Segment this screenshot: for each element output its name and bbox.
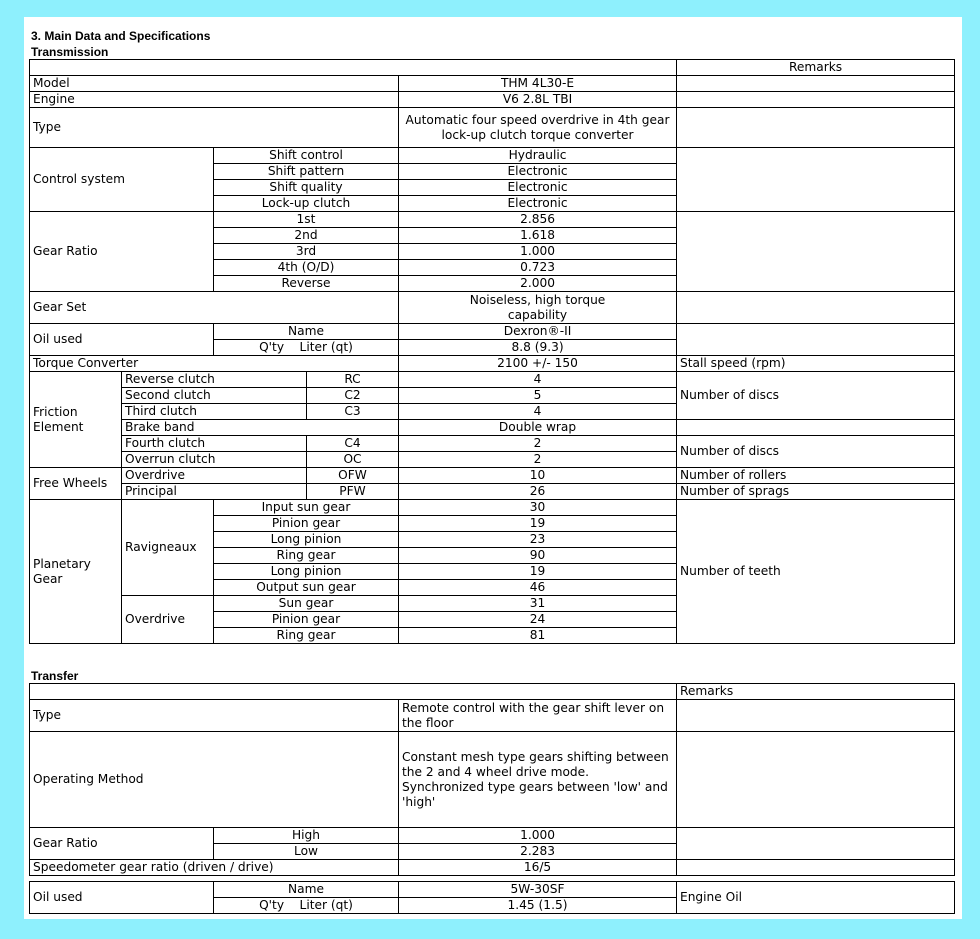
gear-set-label: Gear Set <box>30 292 399 324</box>
engine-value: V6 2.8L TBI <box>399 92 677 108</box>
model-value: THM 4L30-E <box>399 76 677 92</box>
friction-value: 2 <box>399 436 677 452</box>
remark-cell <box>677 828 955 860</box>
transmission-title: Transmission <box>31 45 109 59</box>
speedometer-value: 16/5 <box>399 860 677 876</box>
planetary-gear-label: Planetary Gear <box>30 500 122 644</box>
overdrive-label: Overdrive <box>122 596 214 644</box>
transfer-oil-remark: Engine Oil <box>677 882 955 914</box>
planetary-item: Ring gear <box>214 628 399 644</box>
planetary-item: Pinion gear <box>214 612 399 628</box>
remark-cell <box>677 420 955 436</box>
friction-item: Fourth clutch <box>122 436 307 452</box>
transfer-oil-name-value: 5W-30SF <box>399 882 677 898</box>
control-system-value: Electronic <box>399 180 677 196</box>
gear-ratio-value: 1.618 <box>399 228 677 244</box>
remarks-header: Remarks <box>677 60 955 76</box>
header-blank <box>30 684 677 700</box>
planetary-value: 31 <box>399 596 677 612</box>
planetary-item: Ring gear <box>214 548 399 564</box>
transfer-type-value: Remote control with the gear shift lever on the floor <box>399 700 677 732</box>
transfer-oil-qty-label: Q'ty Liter (qt) <box>214 898 399 914</box>
friction-code: C4 <box>307 436 399 452</box>
friction-code: OC <box>307 452 399 468</box>
remark-cell <box>677 108 955 148</box>
transfer-oil-label: Oil used <box>30 882 214 914</box>
friction-item: Overrun clutch <box>122 452 307 468</box>
planetary-item: Input sun gear <box>214 500 399 516</box>
control-system-value: Electronic <box>399 164 677 180</box>
type-value: Automatic four speed overdrive in 4th gear lock-up clutch torque converter <box>399 108 677 148</box>
control-system-item: Lock-up clutch <box>214 196 399 212</box>
remark-cell <box>677 76 955 92</box>
operating-method-label: Operating Method <box>30 732 399 828</box>
control-system-value: Hydraulic <box>399 148 677 164</box>
planetary-remark: Number of teeth <box>677 500 955 644</box>
free-wheel-remark: Number of rollers <box>677 468 955 484</box>
free-wheel-value: 10 <box>399 468 677 484</box>
friction-item: Reverse clutch <box>122 372 307 388</box>
transfer-title: Transfer <box>31 669 79 683</box>
planetary-value: 90 <box>399 548 677 564</box>
planetary-item: Long pinion <box>214 564 399 580</box>
control-system-item: Shift pattern <box>214 164 399 180</box>
free-wheel-item: Overdrive <box>122 468 307 484</box>
type-label: Type <box>30 108 399 148</box>
oil-qty-value: 8.8 (9.3) <box>399 340 677 356</box>
oil-qty-label: Q'ty Liter (qt) <box>214 340 399 356</box>
transfer-gear-item: High <box>214 828 399 844</box>
planetary-item: Output sun gear <box>214 580 399 596</box>
torque-converter-label: Torque Converter <box>30 356 399 372</box>
friction-value: 4 <box>399 372 677 388</box>
transfer-table <box>29 683 955 876</box>
friction-item: Brake band <box>122 420 399 436</box>
planetary-value: 23 <box>399 532 677 548</box>
remark-cell <box>677 324 955 356</box>
free-wheels-label: Free Wheels <box>30 468 122 500</box>
free-wheel-remark: Number of sprags <box>677 484 955 500</box>
free-wheel-code: PFW <box>307 484 399 500</box>
control-system-item: Shift control <box>214 148 399 164</box>
friction-remark: Number of discs <box>677 436 955 468</box>
transfer-gear-ratio-label: Gear Ratio <box>30 828 214 860</box>
remarks-header: Remarks <box>677 684 955 700</box>
transfer-oil-table <box>29 881 955 914</box>
model-label: Model <box>30 76 399 92</box>
control-system-item: Shift quality <box>214 180 399 196</box>
gear-ratio-item: 3rd <box>214 244 399 260</box>
oil-used-label: Oil used <box>30 324 214 356</box>
friction-code: RC <box>307 372 399 388</box>
remark-cell <box>677 732 955 828</box>
header-blank <box>30 60 677 76</box>
speedometer-label: Speedometer gear ratio (driven / drive) <box>30 860 399 876</box>
friction-code: C2 <box>307 388 399 404</box>
planetary-value: 46 <box>399 580 677 596</box>
transfer-type-label: Type <box>30 700 399 732</box>
torque-converter-value: 2100 +/- 150 <box>399 356 677 372</box>
friction-code: C3 <box>307 404 399 420</box>
remark-cell <box>677 212 955 292</box>
remark-cell <box>677 292 955 324</box>
transfer-oil-qty-value: 1.45 (1.5) <box>399 898 677 914</box>
transfer-gear-value: 2.283 <box>399 844 677 860</box>
operating-method-value: Constant mesh type gears shifting between the 2 and 4 wheel drive mode. Synchronized type gears between 'low' and 'high' <box>399 732 677 828</box>
gear-ratio-value: 2.856 <box>399 212 677 228</box>
gear-ratio-item: Reverse <box>214 276 399 292</box>
free-wheel-code: OFW <box>307 468 399 484</box>
planetary-item: Pinion gear <box>214 516 399 532</box>
friction-value: 4 <box>399 404 677 420</box>
remark-cell <box>677 148 955 212</box>
torque-converter-remark: Stall speed (rpm) <box>677 356 955 372</box>
transfer-oil-name-label: Name <box>214 882 399 898</box>
remark-cell <box>677 92 955 108</box>
gear-ratio-label: Gear Ratio <box>30 212 214 292</box>
section-title: 3. Main Data and Specifications <box>31 29 211 43</box>
engine-label: Engine <box>30 92 399 108</box>
control-system-value: Electronic <box>399 196 677 212</box>
transfer-gear-value: 1.000 <box>399 828 677 844</box>
transfer-gear-item: Low <box>214 844 399 860</box>
friction-item: Third clutch <box>122 404 307 420</box>
gear-ratio-item: 2nd <box>214 228 399 244</box>
remark-cell <box>677 860 955 876</box>
friction-value: 2 <box>399 452 677 468</box>
friction-value: 5 <box>399 388 677 404</box>
planetary-item: Sun gear <box>214 596 399 612</box>
free-wheel-item: Principal <box>122 484 307 500</box>
planetary-value: 30 <box>399 500 677 516</box>
friction-element-label: Friction Element <box>30 372 122 468</box>
remark-cell <box>677 700 955 732</box>
oil-name-value: Dexron®-II <box>399 324 677 340</box>
ravigneaux-label: Ravigneaux <box>122 500 214 596</box>
planetary-value: 24 <box>399 612 677 628</box>
planetary-value: 19 <box>399 516 677 532</box>
friction-item: Second clutch <box>122 388 307 404</box>
gear-ratio-value: 0.723 <box>399 260 677 276</box>
gear-ratio-value: 2.000 <box>399 276 677 292</box>
free-wheel-value: 26 <box>399 484 677 500</box>
gear-ratio-item: 4th (O/D) <box>214 260 399 276</box>
planetary-value: 19 <box>399 564 677 580</box>
friction-value: Double wrap <box>399 420 677 436</box>
friction-remark: Number of discs <box>677 372 955 420</box>
control-system-label: Control system <box>30 148 214 212</box>
planetary-item: Long pinion <box>214 532 399 548</box>
gear-set-value: Noiseless, high torque capability <box>399 292 677 324</box>
gear-ratio-item: 1st <box>214 212 399 228</box>
oil-name-label: Name <box>214 324 399 340</box>
gear-ratio-value: 1.000 <box>399 244 677 260</box>
planetary-value: 81 <box>399 628 677 644</box>
transmission-table <box>29 59 955 644</box>
